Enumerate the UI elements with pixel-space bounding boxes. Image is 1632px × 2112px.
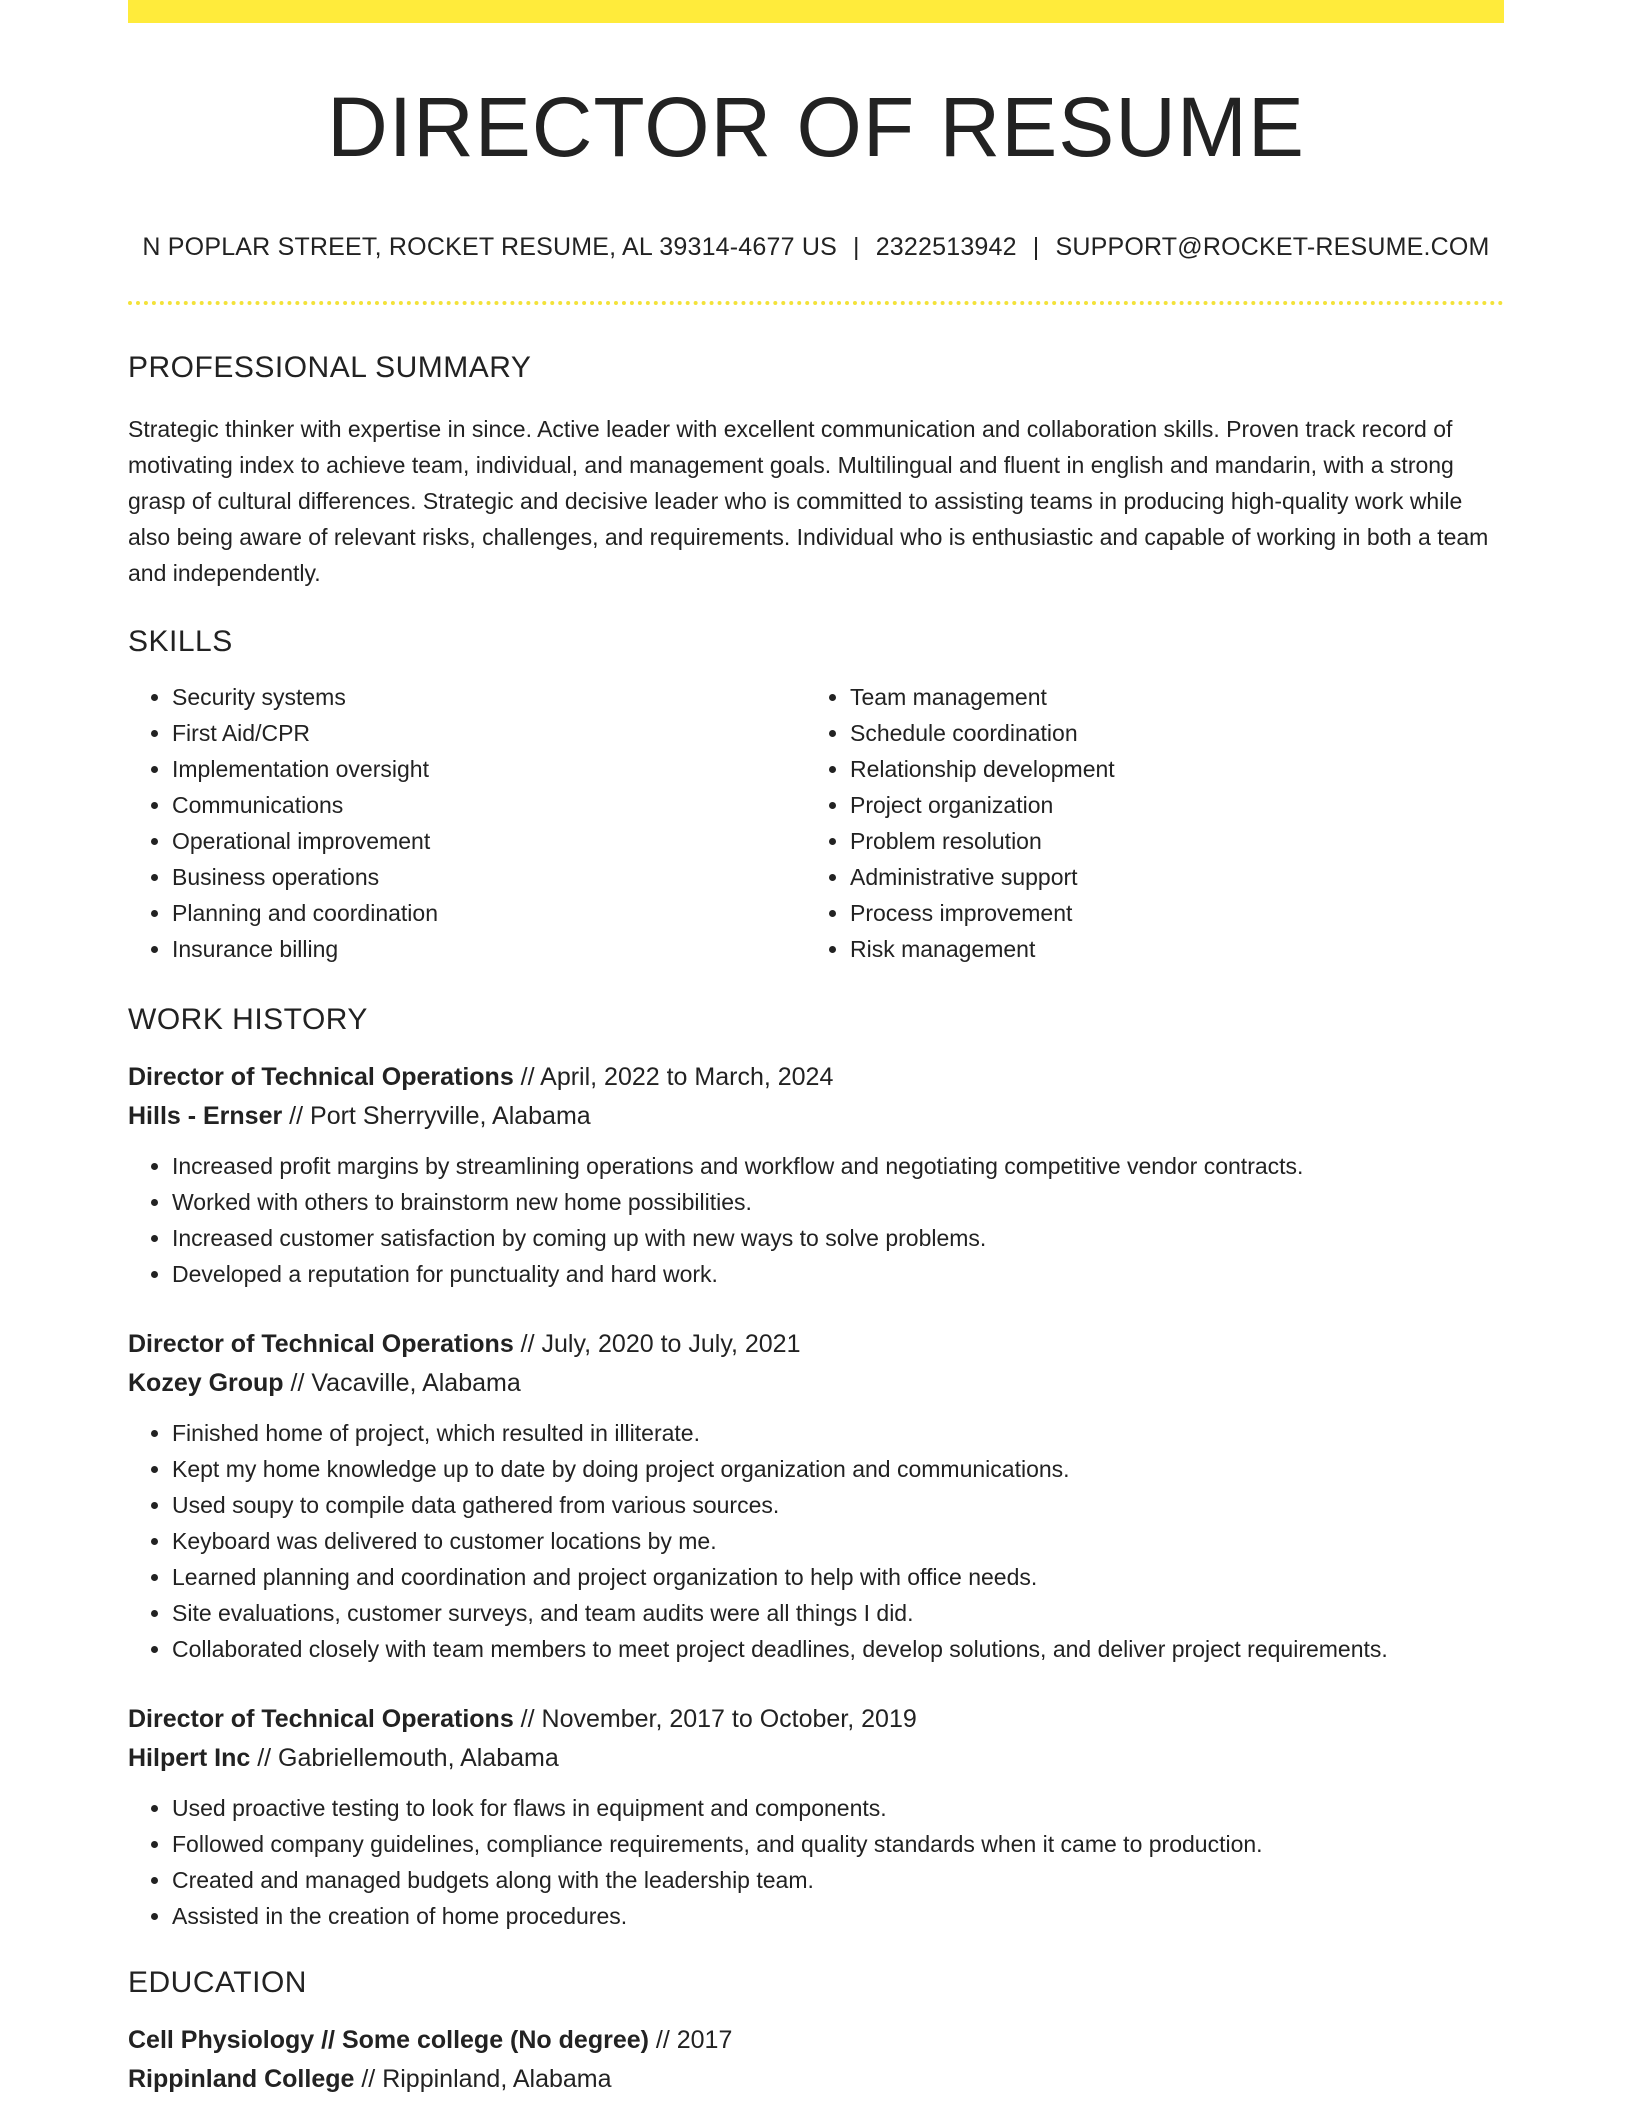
dotted-divider	[128, 301, 1504, 305]
job-bullet: • Site evaluations, customer surveys, and team audits were all things I did.	[172, 1595, 1504, 1631]
skill-item: • Business operations	[172, 859, 806, 895]
job-company-line	[128, 1740, 1504, 1776]
job-bullet: • Increased profit margins by streamlining operations and workflow and negotiating competitive vendor contracts.	[172, 1148, 1504, 1184]
work-history-heading: WORK HISTORY	[128, 1003, 368, 1036]
skill-item: • First Aid/CPR	[172, 715, 806, 751]
skills-left-column	[128, 679, 806, 967]
job-bullet: • Developed a reputation for punctuality and hard work.	[172, 1256, 1504, 1292]
skill-item: • Security systems	[172, 679, 806, 715]
top-accent-bar	[128, 0, 1504, 23]
job-location: // Gabriellemouth, Alabama	[250, 1744, 559, 1772]
job-bullets	[128, 1148, 1504, 1292]
skill-item: • Administrative support	[850, 859, 1484, 895]
job-bullet: • Used proactive testing to look for flaws in equipment and components.	[172, 1790, 1504, 1826]
job-bullets	[128, 1415, 1504, 1667]
job-role: Director of Technical Operations	[128, 1063, 514, 1091]
education-degree: Cell Physiology // Some college (No degree)	[128, 2026, 649, 2054]
education-school-line	[128, 2061, 1504, 2097]
job-entry	[128, 1059, 1504, 1292]
skills-heading: SKILLS	[128, 625, 233, 658]
resume-page	[128, 0, 1504, 2097]
job-bullet: • Finished home of project, which resulted in illiterate.	[172, 1415, 1504, 1451]
contact-separator: |	[853, 233, 860, 261]
job-role: Director of Technical Operations	[128, 1330, 514, 1358]
skill-item: • Relationship development	[850, 751, 1484, 787]
job-bullet: • Worked with others to brainstorm new home possibilities.	[172, 1184, 1504, 1220]
job-dates: // July, 2020 to July, 2021	[513, 1330, 801, 1358]
contact-line	[128, 233, 1504, 262]
job-company: Hilpert Inc	[128, 1744, 251, 1772]
skill-item: • Risk management	[850, 931, 1484, 967]
education-year: // 2017	[648, 2026, 733, 2054]
skill-item: • Operational improvement	[172, 823, 806, 859]
skill-item: • Project organization	[850, 787, 1484, 823]
contact-phone: 2322513942	[875, 233, 1017, 261]
education-heading: EDUCATION	[128, 1966, 307, 1999]
education-location: // Rippinland, Alabama	[354, 2065, 612, 2093]
job-bullets	[128, 1790, 1504, 1934]
summary-heading: PROFESSIONAL SUMMARY	[128, 351, 532, 384]
contact-email: SUPPORT@ROCKET-RESUME.COM	[1055, 233, 1490, 261]
job-entry	[128, 1701, 1504, 1934]
job-bullet: • Learned planning and coordination and project organization to help with office needs.	[172, 1559, 1504, 1595]
job-dates: // April, 2022 to March, 2024	[513, 1063, 834, 1091]
contact-separator: |	[1032, 233, 1040, 261]
job-company: Kozey Group	[128, 1369, 284, 1397]
job-bullet: • Assisted in the creation of home procedures.	[172, 1898, 1504, 1934]
job-bullet: • Kept my home knowledge up to date by doing project organization and communications.	[172, 1451, 1504, 1487]
job-bullet: • Used soupy to compile data gathered from various sources.	[172, 1487, 1504, 1523]
job-company-line	[128, 1098, 1504, 1134]
job-title-line	[128, 1059, 1504, 1095]
job-company: Hills - Ernser	[128, 1102, 283, 1130]
candidate-name: DIRECTOR OF RESUME	[327, 80, 1305, 174]
job-entry	[128, 1326, 1504, 1667]
skill-item: • Insurance billing	[172, 931, 806, 967]
job-bullet: • Collaborated closely with team members to meet project deadlines, develop solutions, and deliver project requirements.	[172, 1631, 1504, 1667]
skill-item: • Problem resolution	[850, 823, 1484, 859]
job-dates: // November, 2017 to October, 2019	[513, 1705, 917, 1733]
job-bullet: • Keyboard was delivered to customer locations by me.	[172, 1523, 1504, 1559]
job-bullet: • Followed company guidelines, compliance requirements, and quality standards when it came to production.	[172, 1826, 1504, 1862]
skills-columns	[128, 679, 1504, 967]
skill-item: • Planning and coordination	[172, 895, 806, 931]
job-bullet: • Created and managed budgets along with the leadership team.	[172, 1862, 1504, 1898]
skills-right-column	[806, 679, 1484, 967]
skill-item: • Team management	[850, 679, 1484, 715]
job-role: Director of Technical Operations	[128, 1705, 514, 1733]
job-title-line	[128, 1701, 1504, 1737]
education-school: Rippinland College	[128, 2065, 355, 2093]
summary-text: Strategic thinker with expertise in since. Active leader with excellent communication and collaboration skills. Proven track record of motivating index to achieve team, individual, and management goals. Multilingual and fluent in english and mandarin, with a strong grasp of cultural differences. Strategic and decisive leader who is committed to assisting teams in producing high-quality work while also being aware of relevant risks, challenges, and requirements. Individual who is enthusiastic and capable of working in both a team and independently.	[128, 416, 1489, 586]
skill-item: • Schedule coordination	[850, 715, 1484, 751]
job-company-line	[128, 1365, 1504, 1401]
job-title-line	[128, 1326, 1504, 1362]
skill-item: • Communications	[172, 787, 806, 823]
job-location: // Port Sherryville, Alabama	[282, 1102, 591, 1130]
education-degree-line	[128, 2022, 1504, 2058]
job-bullet: • Increased customer satisfaction by coming up with new ways to solve problems.	[172, 1220, 1504, 1256]
skill-item: • Implementation oversight	[172, 751, 806, 787]
skill-item: • Process improvement	[850, 895, 1484, 931]
job-location: // Vacaville, Alabama	[283, 1369, 521, 1397]
contact-address: N POPLAR STREET, ROCKET RESUME, AL 39314-4677 US	[142, 233, 837, 261]
